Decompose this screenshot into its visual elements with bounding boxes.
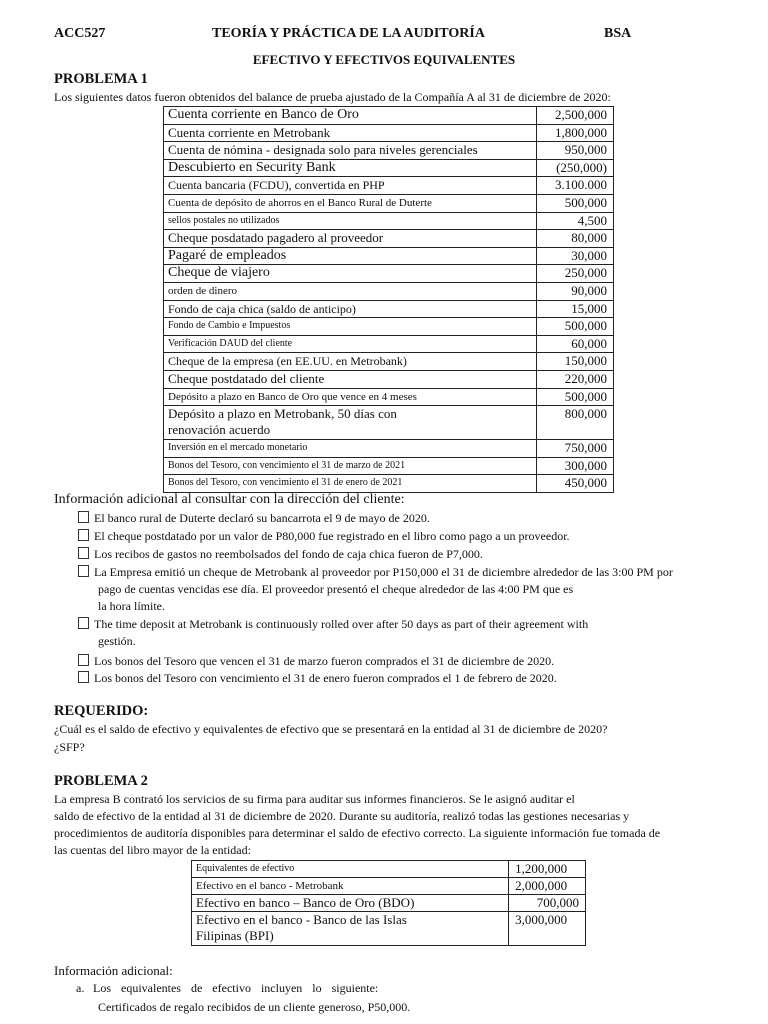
bullet-box-icon [78, 565, 89, 577]
table-row [164, 457, 614, 475]
row-label: Cuenta de nómina - designada solo para niveles gerenciales [164, 142, 537, 160]
row-label: Inversión en el mercado monetario [164, 440, 537, 458]
problem-2-intro-1: La empresa B contrató los servicios de su firma para auditar sus informes financieros. Se le asignó auditar el [54, 792, 575, 806]
table-row [192, 895, 586, 912]
note-text: The time deposit at Metrobank is continuously rolled over after 50 days as part of their agreement with [94, 617, 589, 631]
table-row [164, 388, 614, 406]
row-label: Depósito a plazo en Metrobank, 50 días con renovación acuerdo [164, 406, 537, 440]
row-value: (250,000) [537, 159, 614, 177]
row-label: Cuenta bancaria (FCDU), convertida en PHP [164, 177, 537, 195]
required-question-1: ¿Cuál es el saldo de efectivo y equivalentes de efectivo que se presentará en la entidad al 31 de diciembre de 2020? [54, 722, 608, 736]
table-row [164, 159, 614, 177]
row-value: 80,000 [537, 230, 614, 248]
bullet-box-icon [78, 529, 89, 541]
row-value: 500,000 [537, 388, 614, 406]
table-row [164, 406, 614, 440]
problem-2-intro-4: las cuentas del libro mayor de la entidad: [54, 843, 251, 857]
table-row [164, 335, 614, 353]
row-value: 4,500 [537, 212, 614, 230]
bullet-box-icon [78, 547, 89, 559]
course-title: TEORÍA Y PRÁCTICA DE LA AUDITORÍA [212, 26, 485, 41]
row-label: Efectivo en el banco - Metrobank [192, 878, 509, 895]
problem-1-intro: Los siguientes datos fueron obtenidos del balance de prueba ajustado de la Compañía A al 31 de diciembre de 2020: [54, 90, 611, 104]
note-7 [78, 671, 557, 686]
table-row [164, 142, 614, 160]
row-value: 2,500,000 [537, 107, 614, 125]
row-value: 3.100.000 [537, 177, 614, 195]
table-row [192, 912, 586, 946]
row-value: 250,000 [537, 265, 614, 283]
problem-2-additional-title: Información adicional: [54, 963, 173, 978]
row-label: Cheque de viajero [164, 265, 537, 283]
problem-2-intro-3: procedimientos de auditoría disponibles para determinar el saldo de efectivo correcto. La siguiente información fue tomada de [54, 826, 661, 840]
item-a-detail: Certificados de regalo recibidos de un cliente generoso, P50,000. [98, 1000, 411, 1014]
bullet-box-icon [78, 671, 89, 683]
table-row [192, 861, 586, 878]
row-label: Cheque posdatado pagadero al proveedor [164, 230, 537, 248]
note-5 [78, 617, 588, 632]
row-value: 1,800,000 [537, 124, 614, 142]
topic-title: EFECTIVO Y EFECTIVOS EQUIVALENTES [252, 52, 516, 67]
row-label: Cuenta corriente en Banco de Oro [164, 107, 537, 125]
row-label: Verificación DAUD del cliente [164, 335, 537, 353]
row-value: 300,000 [537, 457, 614, 475]
table-row [164, 107, 614, 125]
row-value: 750,000 [537, 440, 614, 458]
row-label: Equivalentes de efectivo [192, 861, 509, 878]
row-value: 220,000 [537, 370, 614, 388]
row-label: Pagaré de empleados [164, 247, 537, 265]
note-2 [78, 529, 570, 544]
row-label: Efectivo en el banco - Banco de las Islas Filipinas (BPI) [192, 912, 509, 946]
row-value: 700,000 [509, 895, 586, 912]
table-row [164, 300, 614, 318]
table-row [192, 878, 586, 895]
note-text: Los recibos de gastos no reembolsados del fondo de caja chica fueron de P7,000. [94, 547, 483, 561]
problem-2-title: PROBLEMA 2 [54, 773, 148, 789]
table-row [164, 124, 614, 142]
row-label: orden de dinero [164, 282, 537, 300]
problem-2-table [191, 860, 586, 946]
row-value: 500,000 [537, 194, 614, 212]
table-row [164, 353, 614, 371]
row-value: 60,000 [537, 335, 614, 353]
note-text: Los bonos del Tesoro con vencimiento el 31 de enero fueron comprados el 1 de febrero de 2020. [94, 671, 557, 685]
item-a-marker: a. [76, 981, 85, 995]
row-value: 30,000 [537, 247, 614, 265]
row-label: Depósito a plazo en Banco de Oro que vence en 4 meses [164, 388, 537, 406]
table-row [164, 177, 614, 195]
problem-1-title: PROBLEMA 1 [54, 71, 148, 87]
note-3 [78, 547, 483, 562]
note-1 [78, 511, 430, 526]
required-title: REQUERIDO: [54, 703, 149, 719]
table-row [164, 370, 614, 388]
table-row [164, 318, 614, 336]
note-text: El cheque postdatado por un valor de P80,000 fue registrado en el libro como pago a un proveedor. [94, 529, 570, 543]
table-row [164, 212, 614, 230]
row-label: Fondo de Cambio e Impuestos [164, 318, 537, 336]
table-row [164, 247, 614, 265]
problem-1-table-body [164, 107, 614, 493]
table-row [164, 282, 614, 300]
bullet-box-icon [78, 654, 89, 666]
row-value: 1,200,000 [509, 861, 586, 878]
row-value: 90,000 [537, 282, 614, 300]
note-5-cont: gestión. [98, 634, 136, 648]
note-4-cont-2: la hora límite. [98, 599, 165, 613]
row-value: 15,000 [537, 300, 614, 318]
note-text: El banco rural de Duterte declaró su bancarrota el 9 de mayo de 2020. [94, 511, 430, 525]
additional-info-title: Información adicional al consultar con la dirección del cliente: [54, 492, 405, 507]
row-label: Efectivo en banco – Banco de Oro (BDO) [192, 895, 509, 912]
problem-1-table [163, 106, 614, 493]
note-text: Los bonos del Tesoro que vencen el 31 de marzo fueron comprados el 31 de diciembre de 2020. [94, 654, 555, 668]
row-value: 450,000 [537, 475, 614, 493]
row-value: 2,000,000 [509, 878, 586, 895]
row-value: 3,000,000 [509, 912, 586, 946]
table-row [164, 265, 614, 283]
program-code: BSA [604, 26, 632, 41]
row-value: 800,000 [537, 406, 614, 440]
row-value: 150,000 [537, 353, 614, 371]
item-a-text: Los equivalentes de efectivo incluyen lo siguiente: [93, 981, 379, 995]
row-label: Bonos del Tesoro, con vencimiento el 31 de enero de 2021 [164, 475, 537, 493]
table-row [164, 440, 614, 458]
note-6 [78, 654, 554, 669]
row-label: Cheque de la empresa (en EE.UU. en Metrobank) [164, 353, 537, 371]
problem-2-intro-2: saldo de efectivo de la entidad al 31 de diciembre de 2020. Durante su auditoría, realizó todas las gestiones necesarias y [54, 809, 630, 823]
row-value: 950,000 [537, 142, 614, 160]
row-value: 500,000 [537, 318, 614, 336]
row-label: Cuenta de depósito de ahorros en el Banco Rural de Duterte [164, 194, 537, 212]
table-row [164, 475, 614, 493]
note-4 [78, 565, 673, 580]
row-label: sellos postales no utilizados [164, 212, 537, 230]
note-text: La Empresa emitió un cheque de Metrobank al proveedor por P150,000 el 31 de diciembre alrededor de las 3:00 PM por [94, 565, 673, 579]
table-row [164, 230, 614, 248]
row-label: Descubierto en Security Bank [164, 159, 537, 177]
row-label: Cheque postdatado del cliente [164, 370, 537, 388]
course-code: ACC527 [54, 26, 106, 41]
table-row [164, 194, 614, 212]
bullet-box-icon [78, 617, 89, 629]
bullet-box-icon [78, 511, 89, 523]
row-label: Cuenta corriente en Metrobank [164, 124, 537, 142]
note-4-cont-1: pago de cuentas vencidas ese día. El proveedor presentó el cheque alrededor de las 4:00 PM que es [98, 582, 574, 596]
row-label: Fondo de caja chica (saldo de anticipo) [164, 300, 537, 318]
required-question-2: ¿SFP? [54, 740, 85, 754]
row-label: Bonos del Tesoro, con vencimiento el 31 de marzo de 2021 [164, 457, 537, 475]
